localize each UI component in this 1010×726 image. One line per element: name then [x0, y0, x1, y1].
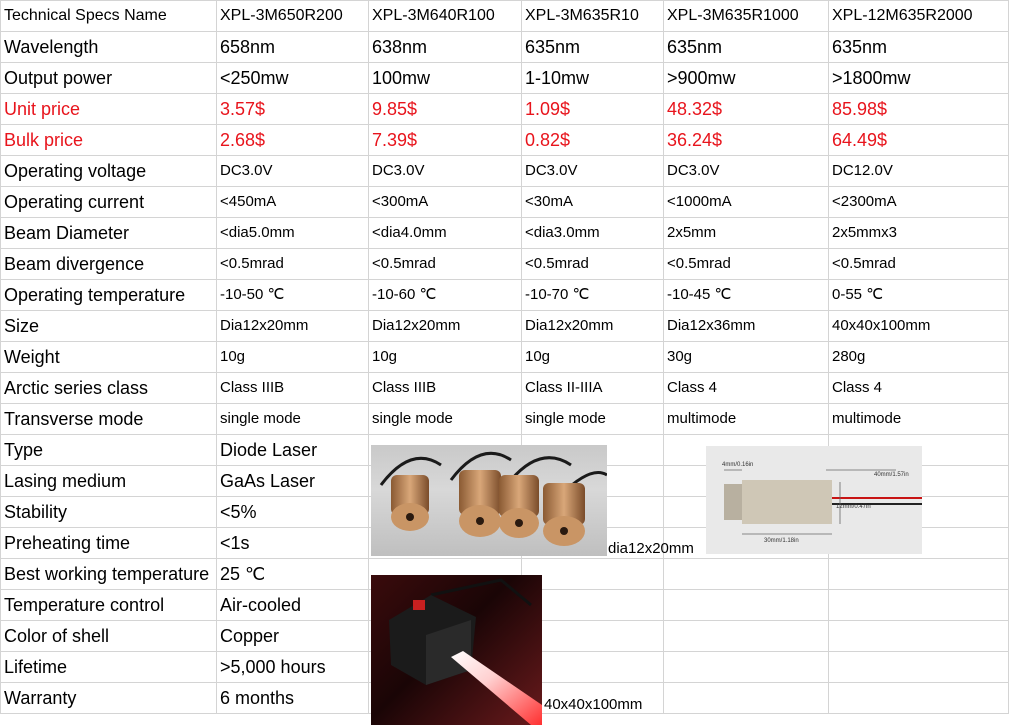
spec-value: 1.09$ [522, 94, 664, 125]
spec-value: 1-10mw [522, 63, 664, 94]
spec-row [1, 280, 1009, 311]
spec-label: Wavelength [1, 32, 217, 63]
spec-value: single mode [522, 404, 664, 435]
spec-value: 280g [829, 342, 1009, 373]
empty-cell [829, 559, 1009, 590]
spec-value: 0.82$ [522, 125, 664, 156]
spec-value: 635nm [664, 32, 829, 63]
spec-value: single mode [217, 404, 369, 435]
spec-value: <300mA [369, 187, 522, 218]
spec-label: Operating current [1, 187, 217, 218]
spec-label: Color of shell [1, 621, 217, 652]
spec-label: Transverse mode [1, 404, 217, 435]
header-cell: XPL-3M635R10 [522, 1, 664, 32]
spec-value: <dia3.0mm [522, 218, 664, 249]
spec-value: Dia12x20mm [369, 311, 522, 342]
empty-cell [664, 590, 829, 621]
spec-label: Arctic series class [1, 373, 217, 404]
spec-label: Size [1, 311, 217, 342]
spec-label: Best working temperature [1, 559, 217, 590]
spec-value: 25 ℃ [217, 559, 369, 590]
spec-value: <0.5mrad [664, 249, 829, 280]
spec-value: DC12.0V [829, 156, 1009, 187]
spec-value: 10g [522, 342, 664, 373]
spec-row [1, 63, 1009, 94]
spec-value: 85.98$ [829, 94, 1009, 125]
empty-cell [664, 621, 829, 652]
photo3-caption: 40x40x100mm [544, 696, 643, 713]
spec-value: <450mA [217, 187, 369, 218]
spec-row [1, 156, 1009, 187]
spec-value: >5,000 hours [217, 652, 369, 683]
spec-value: <1s [217, 528, 369, 559]
spec-value: Class 4 [829, 373, 1009, 404]
spec-value: single mode [369, 404, 522, 435]
spec-value: multimode [664, 404, 829, 435]
spec-label: Beam Diameter [1, 218, 217, 249]
photo-dimension-drawing [706, 446, 922, 554]
spec-value: DC3.0V [664, 156, 829, 187]
spec-label: Type [1, 435, 217, 466]
spec-value: <0.5mrad [217, 249, 369, 280]
spec-value: <250mw [217, 63, 369, 94]
header-cell: XPL-3M650R200 [217, 1, 369, 32]
empty-cell [829, 621, 1009, 652]
spec-label: Preheating time [1, 528, 217, 559]
header-row [1, 1, 1009, 32]
spec-row [1, 373, 1009, 404]
spec-value: Class IIIB [217, 373, 369, 404]
spec-value: 100mw [369, 63, 522, 94]
spec-row [1, 311, 1009, 342]
spec-value: 638nm [369, 32, 522, 63]
spec-value: -10-50 ℃ [217, 280, 369, 311]
spec-label: Operating temperature [1, 280, 217, 311]
spec-value: 0-55 ℃ [829, 280, 1009, 311]
empty-cell [664, 559, 829, 590]
spec-value: >1800mw [829, 63, 1009, 94]
drawing-front-dim: 4mm/0.16in [722, 462, 754, 468]
spec-value: 2x5mmx3 [829, 218, 1009, 249]
spec-value: 40x40x100mm [829, 311, 1009, 342]
spec-value: 36.24$ [664, 125, 829, 156]
spec-row [1, 32, 1009, 63]
spec-label: Lifetime [1, 652, 217, 683]
drawing-length-dim: 40mm/1.57in [874, 472, 909, 478]
spec-value: Copper [217, 621, 369, 652]
spec-value: <0.5mrad [829, 249, 1009, 280]
spec-value: <0.5mrad [522, 249, 664, 280]
spec-row [1, 125, 1009, 156]
spec-value: 48.32$ [664, 94, 829, 125]
spec-value: <5% [217, 497, 369, 528]
spec-value: Class IIIB [369, 373, 522, 404]
spec-value: 3.57$ [217, 94, 369, 125]
header-cell: Technical Specs Name [1, 1, 217, 32]
spec-value: >900mw [664, 63, 829, 94]
spec-value: 9.85$ [369, 94, 522, 125]
header-cell: XPL-3M640R100 [369, 1, 522, 32]
spec-value: DC3.0V [522, 156, 664, 187]
photo-copper-modules [371, 445, 607, 556]
spec-value: 2.68$ [217, 125, 369, 156]
spec-value: DC3.0V [369, 156, 522, 187]
spec-row [1, 218, 1009, 249]
spec-row [1, 342, 1009, 373]
spec-label: Unit price [1, 94, 217, 125]
spec-value: Dia12x36mm [664, 311, 829, 342]
spec-value: <dia4.0mm [369, 218, 522, 249]
spec-label: Temperature control [1, 590, 217, 621]
spec-value: Dia12x20mm [522, 311, 664, 342]
spec-value: 30g [664, 342, 829, 373]
header-cell: XPL-12M635R2000 [829, 1, 1009, 32]
spec-value: -10-60 ℃ [369, 280, 522, 311]
spec-value: GaAs Laser [217, 466, 369, 497]
empty-cell [522, 621, 664, 652]
empty-cell [664, 683, 829, 714]
spec-row [1, 249, 1009, 280]
spec-label: Operating voltage [1, 156, 217, 187]
empty-cell [829, 590, 1009, 621]
empty-cell [664, 652, 829, 683]
spec-value: 658nm [217, 32, 369, 63]
spec-value: <1000mA [664, 187, 829, 218]
spec-value: -10-45 ℃ [664, 280, 829, 311]
spec-value: multimode [829, 404, 1009, 435]
spec-label: Output power [1, 63, 217, 94]
drawing-dia-dim: 12mm/0.47in [836, 504, 871, 510]
spec-value: 635nm [522, 32, 664, 63]
spec-row [1, 187, 1009, 218]
spec-label: Beam divergence [1, 249, 217, 280]
empty-cell [829, 652, 1009, 683]
spec-label: Stability [1, 497, 217, 528]
spec-value: Air-cooled [217, 590, 369, 621]
empty-cell [829, 683, 1009, 714]
spec-value: 10g [369, 342, 522, 373]
spec-value: <0.5mrad [369, 249, 522, 280]
spec-value: DC3.0V [217, 156, 369, 187]
spec-value: 10g [217, 342, 369, 373]
spec-value: <2300mA [829, 187, 1009, 218]
spec-value: -10-70 ℃ [522, 280, 664, 311]
spec-label: Warranty [1, 683, 217, 714]
spec-value: Dia12x20mm [217, 311, 369, 342]
empty-cell [522, 559, 664, 590]
spec-value: Diode Laser [217, 435, 369, 466]
spec-value: Class II-IIIA [522, 373, 664, 404]
spec-value: 7.39$ [369, 125, 522, 156]
drawing-body-dim: 30mm/1.18in [764, 538, 799, 544]
empty-cell [522, 652, 664, 683]
header-cell: XPL-3M635R1000 [664, 1, 829, 32]
spec-label: Lasing medium [1, 466, 217, 497]
spec-label: Bulk price [1, 125, 217, 156]
spec-label: Weight [1, 342, 217, 373]
photo1-caption: dia12x20mm [608, 540, 694, 557]
empty-cell [522, 590, 664, 621]
spec-value: 6 months [217, 683, 369, 714]
spec-value: 2x5mm [664, 218, 829, 249]
spec-value: <dia5.0mm [217, 218, 369, 249]
spec-row [1, 94, 1009, 125]
spec-value: 64.49$ [829, 125, 1009, 156]
spec-row [1, 404, 1009, 435]
photo-red-laser [371, 575, 542, 725]
spec-value: <30mA [522, 187, 664, 218]
spec-value: 635nm [829, 32, 1009, 63]
spec-value: Class 4 [664, 373, 829, 404]
